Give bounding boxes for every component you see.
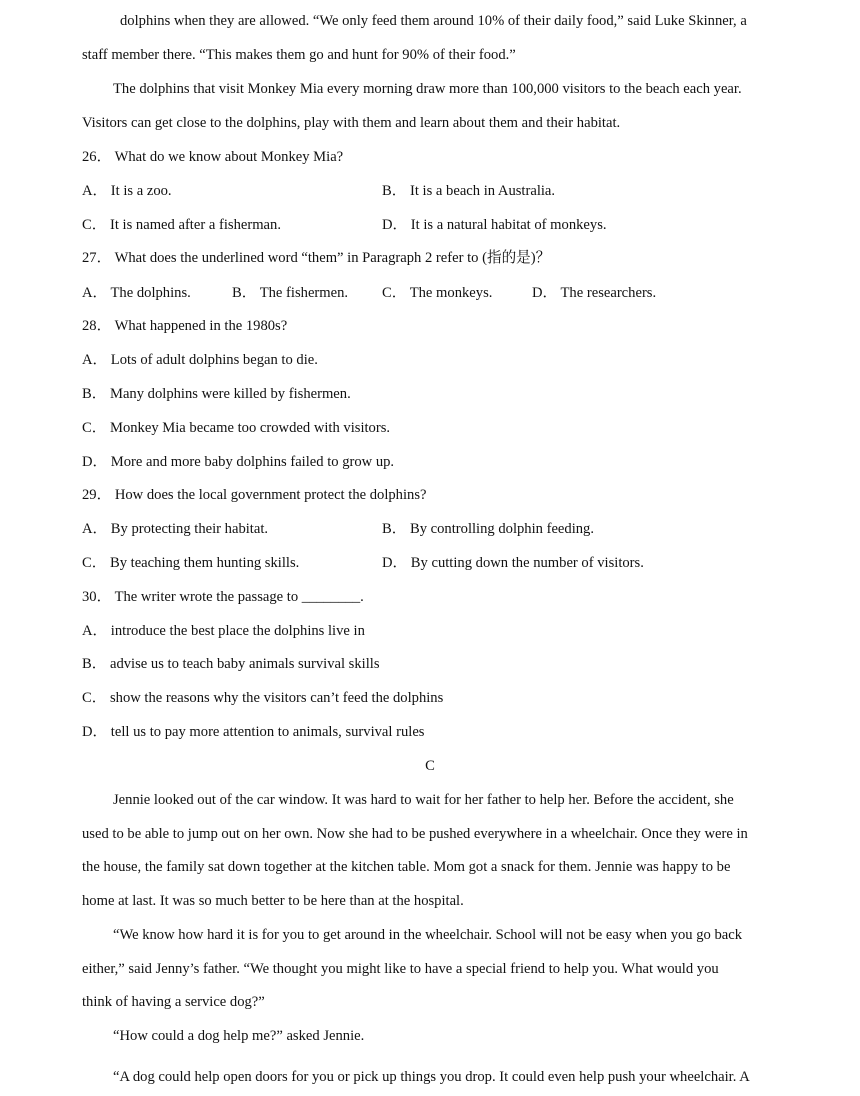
passage-c-text-line: “How could a dog help me?” asked Jennie. bbox=[113, 1028, 365, 1044]
question-29-option-b: B． By controlling dolphin feeding. bbox=[382, 521, 594, 537]
passage-b-text-line: dolphins when they are allowed. “We only feed them around 10% of their daily food,” said Luke Skinner, a bbox=[120, 13, 747, 29]
passage-b-text-line: The dolphins that visit Monkey Mia every morning draw more than 100,000 visitors to the beach each year. bbox=[113, 81, 742, 97]
question-27-stem bbox=[82, 249, 550, 267]
question-29-option-d: D． By cutting down the number of visitors. bbox=[382, 555, 644, 571]
question-28-option-a: A． Lots of adult dolphins began to die. bbox=[82, 352, 318, 368]
passage-c-text-line: Jennie looked out of the car window. It was hard to wait for her father to help her. Before the accident, she bbox=[113, 792, 734, 808]
question-28-option-c: C． Monkey Mia became too crowded with visitors. bbox=[82, 420, 391, 436]
passage-b-text-line: Visitors can get close to the dolphins, play with them and learn about them and their habitat. bbox=[82, 115, 621, 131]
passage-c-text-line: home at last. It was so much better to be here than at the hospital. bbox=[82, 893, 464, 909]
passage-c-text-line: “A dog could help open doors for you or pick up things you drop. It could even help push your wheelchair. A bbox=[113, 1069, 750, 1085]
question-30-option-a: A． introduce the best place the dolphins live in bbox=[82, 623, 365, 639]
question-29-stem: 29． How does the local government protect the dolphins? bbox=[82, 487, 427, 503]
question-27-stem-text: 27． What does the underlined word “them” in Paragraph 2 refer to (指的是)？ bbox=[82, 250, 551, 266]
question-26-option-c: C． It is named after a fisherman. bbox=[82, 217, 281, 233]
question-26-stem: 26． What do we know about Monkey Mia? bbox=[82, 149, 344, 165]
question-28-stem: 28． What happened in the 1980s? bbox=[82, 318, 288, 334]
question-27-option-c: C． The monkeys. bbox=[382, 285, 493, 301]
question-26-option-a: A． It is a zoo. bbox=[82, 183, 172, 199]
question-30-stem: 30． The writer wrote the passage to ________. bbox=[82, 589, 364, 605]
question-30-option-b: B． advise us to teach baby animals survival skills bbox=[82, 656, 380, 672]
question-27-option-a: A． The dolphins. bbox=[82, 285, 191, 301]
passage-c-text-line: “We know how hard it is for you to get around in the wheelchair. School will not be easy when you go back bbox=[113, 927, 743, 943]
question-26-option-b: B． It is a beach in Australia. bbox=[382, 183, 556, 199]
question-28-option-b: B． Many dolphins were killed by fishermen. bbox=[82, 386, 351, 402]
passage-c-text-line: think of having a service dog?” bbox=[82, 994, 265, 1010]
passage-c-text-line: used to be able to jump out on her own. Now she had to be pushed everywhere in a wheelchair. Once they were in bbox=[82, 826, 748, 842]
question-27-option-b: B． The fishermen. bbox=[232, 285, 349, 301]
question-30-option-d: D． tell us to pay more attention to animals, survival rules bbox=[82, 724, 425, 740]
question-27-option-d: D． The researchers. bbox=[532, 285, 657, 301]
question-30-option-c: C． show the reasons why the visitors can’t feed the dolphins bbox=[82, 690, 444, 706]
question-29-option-a: A． By protecting their habitat. bbox=[82, 521, 269, 537]
passage-c-text-line: either,” said Jenny’s father. “We thought you might like to have a special friend to help you. What would you bbox=[82, 961, 719, 977]
passage-b-text-line: staff member there. “This makes them go and hunt for 90% of their food.” bbox=[82, 47, 516, 63]
question-29-option-c: C． By teaching them hunting skills. bbox=[82, 555, 300, 571]
passage-c-heading: C bbox=[425, 758, 435, 774]
passage-c-text-line: the house, the family sat down together at the kitchen table. Mom got a snack for them. Jennie was happy to be bbox=[82, 859, 731, 875]
question-28-option-d: D． More and more baby dolphins failed to grow up. bbox=[82, 454, 395, 470]
question-26-option-d: D． It is a natural habitat of monkeys. bbox=[382, 217, 607, 233]
